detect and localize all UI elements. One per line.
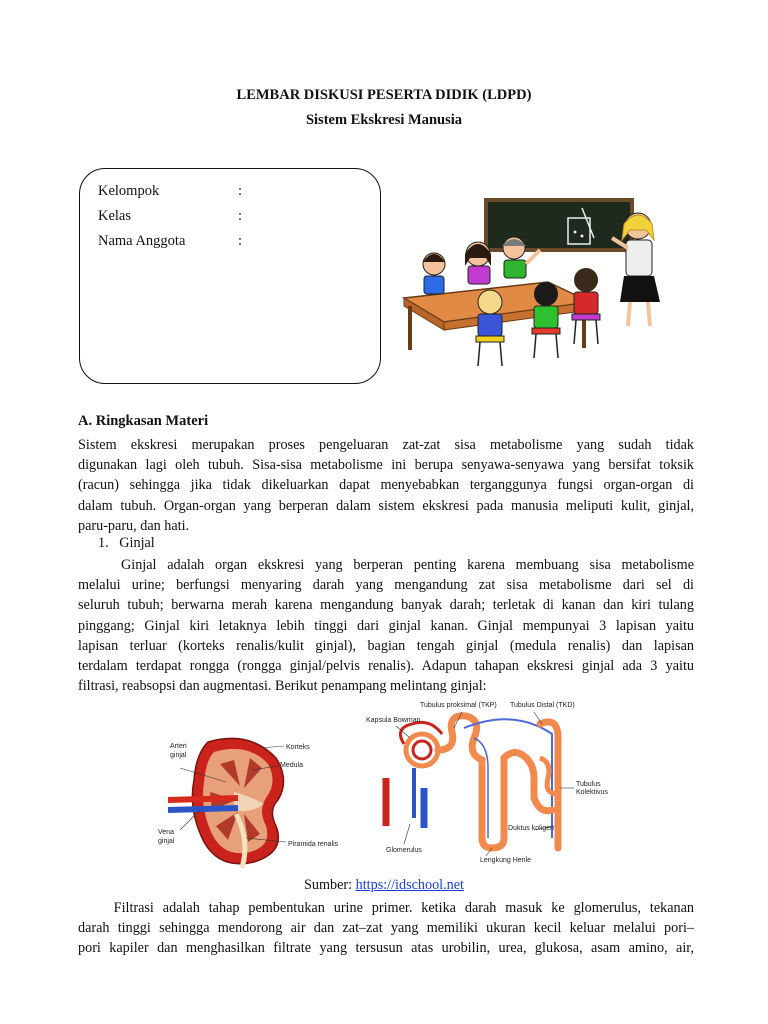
page-subtitle: Sistem Ekskresi Manusia [305,112,463,128]
field-label-kelompok: Kelompok [98,183,160,199]
field-colon-kelas: : [238,208,243,224]
label-tubulus-kolektivus-2: Kolektivus [576,789,608,796]
label-tubulus-kolektivus-1: Tubulus [576,781,601,788]
intro-line: digunakan lagi oleh tubuh. Sisa-sisa metabolisme ini berupa senyawa-senyawa yang bersifat toksik [78,457,694,474]
ginjal-line: terdalam terdapat rongga (rongga ginjal/pelvis renalis). Adapun tahapan ekskresi ginjal ada 3 yaitu [78,658,694,675]
filtrasi-line: darah tinggi sehingga mendorong air dan zat–zat yang memiliki ukuran kecil keluar melalui pori– [78,920,694,937]
label-vena-ginjal: ginjal [158,838,175,845]
label-kapsula-bowman: Kapsula Bowman [366,717,421,724]
kidney-cross-section-diagram [150,730,360,870]
label-korteks: Korteks [286,744,310,751]
filtrasi-line: pori kapiler dan menghasilkan filtrate yang tersusun atas urobilin, urea, glukosa, asam amino, air, [78,940,694,957]
intro-line: (racun) sehingga jika tidak dikeluarkan dapat menyebabkan terganggunya fungsi organ-organ di [78,477,694,494]
ginjal-paragraph [78,555,694,696]
label-arteri-ginjal: ginjal [170,752,187,759]
section-heading-ringkasan-materi: A. Ringkasan Materi [78,413,209,429]
field-colon-nama-anggota: : [238,233,243,249]
label-vena: Vena [158,829,174,836]
intro-line: Sistem ekskresi merupakan proses pengeluaran zat-zat sisa metabolisme yang sudah tidak [78,437,694,453]
group-info-box [79,168,381,384]
ginjal-line: lapisan terluar (korteks renalis/kulit ginjal), bagian tengah ginjal (medula renalis) dan lapisan [78,637,694,654]
label-piramida-renalis: Piramida renalis [288,841,339,848]
list-item-ginjal: 1. Ginjal [98,535,155,551]
label-arteri: Arteri [170,743,187,750]
ginjal-line: filtrasi, reabsopsi dan augmentasi. Berikut penampang melintang ginjal: [78,678,487,695]
label-tubulus-distal: Tubulus Distal (TKD) [510,702,575,709]
label-medula: Medula [280,762,303,769]
source-prefix: Sumber: [304,877,356,893]
label-tubulus-proksimal: Tubulus proksimal (TKP) [420,702,497,709]
ginjal-line: melalui urine; berfungsi menyaring darah yang mengandung zat sisa metabolisme dari sel di [78,577,694,594]
source-link[interactable]: https://idschool.net [355,877,464,893]
ginjal-line: seluruh tubuh; berwarna merah karena mengandung banyak darah; terletak di kanan dan kiri tulang [78,597,694,614]
field-label-nama-anggota: Nama Anggota [98,233,186,249]
field-colon-kelompok: : [238,183,243,199]
intro-paragraph [78,435,694,536]
label-glomerulus: Glomerulus [386,847,422,854]
intro-line: dalam tubuh. Organ-organ yang berperan dalam sistem ekskresi pada manusia meliputi kulit, ginjal, [78,497,694,514]
label-lengkung-henle: Lengkung Henle [480,857,531,864]
page-title: LEMBAR DISKUSI PESERTA DIDIK (LDPD) [236,87,532,103]
label-duktus-koligen: Duktus koligen [508,825,554,832]
source-line [0,877,768,894]
ginjal-line: Ginjal adalah organ ekskresi yang berperan penting karena membuang sisa metabolisme [78,557,694,573]
classroom-illustration [398,194,666,378]
intro-line: paru-paru, dan hati. [78,517,190,534]
nephron-diagram [364,698,626,870]
field-label-kelas: Kelas [98,208,132,224]
filtrasi-line: Filtrasi adalah tahap pembentukan urine primer. ketika darah masuk ke glomerulus, tekanan [78,900,694,916]
filtrasi-paragraph [78,898,694,959]
ginjal-line: pinggang; Ginjal kiri letaknya lebih tinggi dari ginjal kanan. Ginjal mempunyai 3 lapisan yaitu [78,617,694,634]
